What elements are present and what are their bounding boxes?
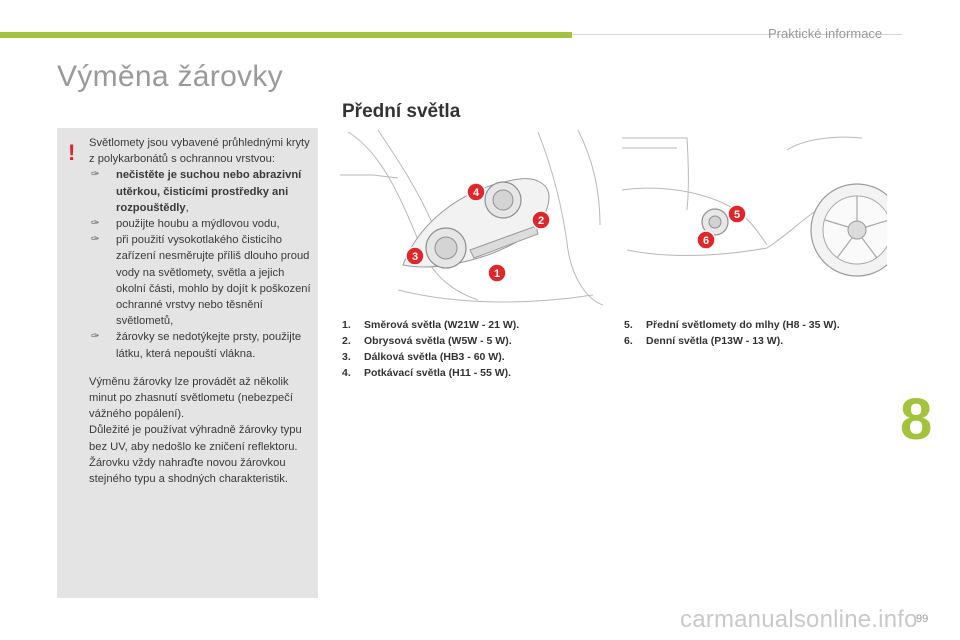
section-title: Praktické informace <box>768 26 883 41</box>
svg-text:3: 3 <box>411 251 419 263</box>
page-title: Výměna žárovky <box>57 60 283 93</box>
legend-item <box>342 317 519 333</box>
svg-text:5: 5 <box>733 209 741 221</box>
legend-text: Přední světlomety do mlhy (H8 - 35 W). <box>646 319 840 331</box>
legend-item <box>342 333 519 349</box>
warning-item-text: při použití vysokotlakého čisticího zařízení nesměrujte příliš dlouho proud vody na světlomety, světla a jejich okolní části, mohlo by dojít k poškození ochranné vrstvy nebo těsnění světlometů, <box>116 234 311 328</box>
legend-item <box>624 333 840 349</box>
headlamp-illustration <box>338 130 603 310</box>
foglamp-illustration <box>617 130 887 310</box>
legend-right <box>624 317 840 349</box>
svg-text:2: 2 <box>537 215 545 227</box>
legend-text: Obrysová světla (W5W - 5 W). <box>364 335 512 347</box>
warning-item-suffix: , <box>185 201 189 214</box>
legend-text: Směrová světla (W21W - 21 W). <box>364 319 520 331</box>
chapter-number: 8 <box>900 387 933 452</box>
warning-item <box>89 216 311 232</box>
warning-item <box>89 167 311 216</box>
callout-6 <box>697 231 715 249</box>
page-number: 99 <box>916 613 929 625</box>
warning-intro: Světlomety jsou vybavené průhlednými kryty z polykarbonátů s ochrannou vrstvou: <box>89 137 310 166</box>
warning-item-text: použijte houbu a mýdlovou vodu, <box>116 218 280 231</box>
warning-list <box>89 167 311 361</box>
legend-num: 1. <box>342 319 351 331</box>
warning-note: Důležité je používat výhradně žárovky typu bez UV, aby nedošlo ke zničení reflektoru. <box>89 424 302 453</box>
legend-num: 3. <box>342 351 351 363</box>
front-lights-heading: Přední světla <box>342 101 461 122</box>
warning-exclamation-icon: ! <box>68 140 76 165</box>
legend-item <box>624 317 840 333</box>
warning-item-text: nečistěte je suchou nebo abrazivní utěrkou, čisticími prostředky ani rozpouštědly <box>116 169 302 214</box>
callout-3 <box>406 247 424 265</box>
watermark: carmanualsonline.info <box>680 606 918 633</box>
legend-text: Potkávací světla (H11 - 55 W). <box>364 367 512 379</box>
legend-text: Dálková světla (HB3 - 60 W). <box>364 351 505 363</box>
warning-note: Žárovku vždy nahraďte novou žárovkou stejného typu a shodných charakteristik. <box>89 456 288 486</box>
bullet-icon: ✑ <box>91 218 100 230</box>
warning-note: Výměnu žárovky lze provádět až několik minut po zhasnutí světlometu (nebezpečí vážného popálení). <box>89 375 293 421</box>
callout-4 <box>467 183 485 201</box>
legend-num: 2. <box>342 335 351 347</box>
callout-5 <box>728 205 746 223</box>
warning-item <box>89 232 311 329</box>
bullet-icon: ✑ <box>91 234 100 246</box>
legend-num: 5. <box>624 319 633 331</box>
legend-text: Denní světla (P13W - 13 W). <box>646 335 784 347</box>
svg-text:1: 1 <box>493 268 501 280</box>
legend-left <box>342 317 519 381</box>
svg-text:6: 6 <box>702 235 710 247</box>
legend-item <box>342 349 519 365</box>
svg-text:4: 4 <box>472 187 480 199</box>
legend-num: 4. <box>342 367 351 379</box>
warning-text <box>89 135 311 487</box>
callout-1 <box>488 264 506 282</box>
warning-item-text: žárovky se nedotýkejte prsty, použijte látku, která nepouští vlákna. <box>116 331 302 360</box>
warning-item <box>89 329 311 361</box>
bullet-icon: ✑ <box>91 169 100 181</box>
legend-num: 6. <box>624 335 633 347</box>
bullet-icon: ✑ <box>91 331 100 343</box>
callout-2 <box>532 211 550 229</box>
legend-item <box>342 365 519 381</box>
header-accent-bar <box>0 32 572 38</box>
